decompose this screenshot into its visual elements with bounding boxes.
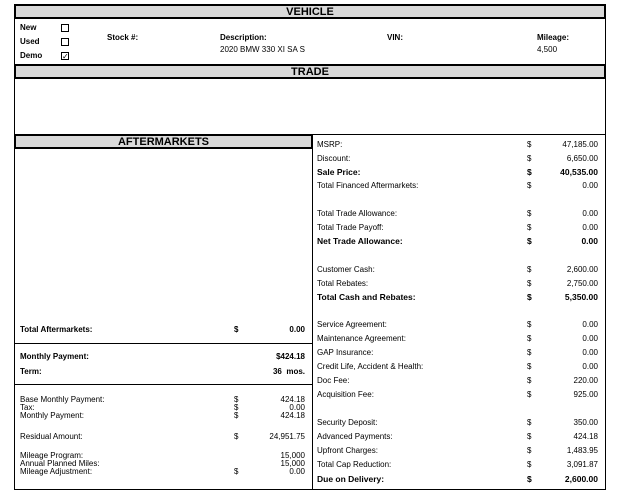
annual-planned-miles-value: 15,000 bbox=[280, 459, 305, 468]
check-mark-icon: ✓ bbox=[62, 52, 69, 61]
monthly-payment-label: Monthly Payment: bbox=[20, 352, 89, 361]
monthly-payment-detail-dollar: $ bbox=[234, 411, 239, 420]
vehicle-title: VEHICLE bbox=[286, 6, 334, 18]
pricing-row-value: 1,483.95 bbox=[566, 446, 598, 455]
pricing-row-value: 5,350.00 bbox=[564, 292, 598, 302]
mileage-program-value: 15,000 bbox=[280, 451, 305, 460]
tax-dollar: $ bbox=[234, 403, 239, 412]
condition-used-label: Used bbox=[20, 37, 40, 46]
term-label: Term: bbox=[20, 367, 42, 376]
pricing-row-value: 0.00 bbox=[582, 320, 598, 329]
condition-used-checkbox[interactable] bbox=[61, 38, 69, 46]
pricing-row-value: 925.00 bbox=[573, 390, 598, 399]
description-label: Description: bbox=[220, 33, 267, 42]
payment-divider bbox=[14, 384, 313, 385]
pricing-row-dollar: $ bbox=[527, 223, 532, 232]
total-aftermarkets-dollar: $ bbox=[234, 325, 239, 334]
pricing-row-dollar: $ bbox=[527, 376, 532, 385]
condition-new-checkbox[interactable] bbox=[61, 24, 69, 32]
stock-label: Stock #: bbox=[107, 33, 139, 42]
pricing-row-dollar: $ bbox=[527, 140, 532, 149]
pricing-row-label: Maintenance Agreement: bbox=[317, 334, 406, 343]
vehicle-section bbox=[14, 18, 606, 65]
mileage-adjustment-value: 0.00 bbox=[289, 467, 305, 476]
pricing-row-value: 0.00 bbox=[582, 181, 598, 190]
mileage-adjustment-dollar: $ bbox=[234, 467, 239, 476]
term-value: 36 mos. bbox=[272, 367, 305, 376]
deal-details-section bbox=[14, 134, 606, 490]
monthly-payment-value: $424.18 bbox=[276, 352, 305, 361]
mileage-program-label: Mileage Program: bbox=[20, 451, 84, 460]
annual-planned-miles-label: Annual Planned Miles: bbox=[20, 459, 100, 468]
pricing-row-dollar: $ bbox=[527, 460, 532, 469]
pricing-row-dollar: $ bbox=[527, 265, 532, 274]
mileage-label: Mileage: bbox=[537, 33, 570, 42]
pricing-row-dollar: $ bbox=[527, 418, 532, 427]
pricing-row-label: Upfront Charges: bbox=[317, 446, 378, 455]
mileage-adjustment-label: Mileage Adjustment: bbox=[20, 467, 93, 476]
pricing-row-dollar: $ bbox=[527, 474, 532, 484]
pricing-row-value: 0.00 bbox=[582, 209, 598, 218]
pricing-row-dollar: $ bbox=[527, 209, 532, 218]
pricing-row-label: Advanced Payments: bbox=[317, 432, 393, 441]
pricing-row-value: 2,600.00 bbox=[564, 474, 598, 484]
vehicle-section-header bbox=[14, 4, 606, 19]
base-monthly-payment-dollar: $ bbox=[234, 395, 239, 404]
vin-label: VIN: bbox=[387, 33, 403, 42]
pricing-row-value: 424.18 bbox=[573, 432, 598, 441]
pricing-row-value: 220.00 bbox=[573, 376, 598, 385]
tax-label: Tax: bbox=[20, 403, 35, 412]
residual-amount-label: Residual Amount: bbox=[20, 432, 83, 441]
residual-amount-dollar: $ bbox=[234, 432, 239, 441]
pricing-row-label: Customer Cash: bbox=[317, 265, 375, 274]
residual-amount-value: 24,951.75 bbox=[269, 432, 305, 441]
pricing-row-value: 0.00 bbox=[581, 236, 598, 246]
base-monthly-payment-label: Base Monthly Payment: bbox=[20, 395, 105, 404]
trade-title: TRADE bbox=[291, 66, 329, 78]
condition-new-label: New bbox=[20, 23, 37, 32]
condition-demo-label: Demo bbox=[20, 51, 43, 60]
pricing-row-dollar: $ bbox=[527, 181, 532, 190]
pricing-row-dollar: $ bbox=[527, 320, 532, 329]
base-monthly-payment-value: 424.18 bbox=[280, 395, 305, 404]
pricing-row-label: Total Trade Allowance: bbox=[317, 209, 398, 218]
pricing-row-dollar: $ bbox=[527, 446, 532, 455]
pricing-row-label: Total Financed Aftermarkets: bbox=[317, 181, 419, 190]
pricing-row-label: Net Trade Allowance: bbox=[317, 236, 403, 246]
pricing-row-label: Security Deposit: bbox=[317, 418, 378, 427]
pricing-row-value: 40,535.00 bbox=[560, 167, 598, 177]
pricing-row-value: 2,750.00 bbox=[566, 279, 598, 288]
aftermarkets-title: AFTERMARKETS bbox=[117, 136, 210, 148]
monthly-payment-detail-label: Monthly Payment: bbox=[20, 411, 85, 420]
pricing-row-label: GAP Insurance: bbox=[317, 348, 374, 357]
pricing-row-label: Total Cash and Rebates: bbox=[317, 292, 416, 302]
trade-section bbox=[14, 78, 606, 135]
pricing-row-dollar: $ bbox=[527, 362, 532, 371]
pricing-row-dollar: $ bbox=[527, 334, 532, 343]
pricing-row-value: 0.00 bbox=[582, 223, 598, 232]
condition-demo-checkbox[interactable] bbox=[61, 52, 69, 60]
pricing-row-label: Doc Fee: bbox=[317, 376, 350, 385]
total-aftermarkets-label: Total Aftermarkets: bbox=[20, 325, 93, 334]
pricing-row-dollar: $ bbox=[527, 292, 532, 302]
pricing-row-value: 2,600.00 bbox=[566, 265, 598, 274]
pricing-row-value: 47,185.00 bbox=[562, 140, 598, 149]
pricing-row-label: Total Rebates: bbox=[317, 279, 369, 288]
pricing-row-dollar: $ bbox=[527, 154, 532, 163]
pricing-row-value: 0.00 bbox=[582, 362, 598, 371]
pricing-row-value: 0.00 bbox=[582, 348, 598, 357]
pricing-row-dollar: $ bbox=[527, 390, 532, 399]
pricing-row-label: Credit Life, Accident & Health: bbox=[317, 362, 424, 371]
total-aftermarkets-value: 0.00 bbox=[289, 325, 305, 334]
pricing-row-label: Total Cap Reduction: bbox=[317, 460, 392, 469]
pricing-row-label: Discount: bbox=[317, 154, 351, 163]
pricing-row-label: Acquisition Fee: bbox=[317, 390, 374, 399]
monthly-payment-detail-value: 424.18 bbox=[280, 411, 305, 420]
pricing-row-value: 6,650.00 bbox=[566, 154, 598, 163]
pricing-row-label: Due on Delivery: bbox=[317, 474, 385, 484]
pricing-row-label: Total Trade Payoff: bbox=[317, 223, 384, 232]
pricing-row-label: Sale Price: bbox=[317, 167, 361, 177]
description-value: 2020 BMW 330 XI SA S bbox=[220, 45, 305, 54]
column-divider bbox=[312, 134, 313, 490]
aftermarkets-divider bbox=[14, 343, 313, 344]
pricing-row-value: 350.00 bbox=[573, 418, 598, 427]
pricing-row-dollar: $ bbox=[527, 279, 532, 288]
pricing-row-value: 0.00 bbox=[582, 334, 598, 343]
pricing-row-dollar: $ bbox=[527, 432, 532, 441]
pricing-row-label: MSRP: bbox=[317, 140, 343, 149]
aftermarkets-header bbox=[14, 134, 313, 149]
mileage-value: 4,500 bbox=[537, 45, 558, 54]
pricing-row-dollar: $ bbox=[527, 236, 532, 246]
pricing-row-dollar: $ bbox=[527, 348, 532, 357]
tax-value: 0.00 bbox=[289, 403, 305, 412]
pricing-row-value: 3,091.87 bbox=[566, 460, 598, 469]
pricing-row-dollar: $ bbox=[527, 167, 532, 177]
trade-section-header bbox=[14, 64, 606, 79]
pricing-row-label: Service Agreement: bbox=[317, 320, 387, 329]
